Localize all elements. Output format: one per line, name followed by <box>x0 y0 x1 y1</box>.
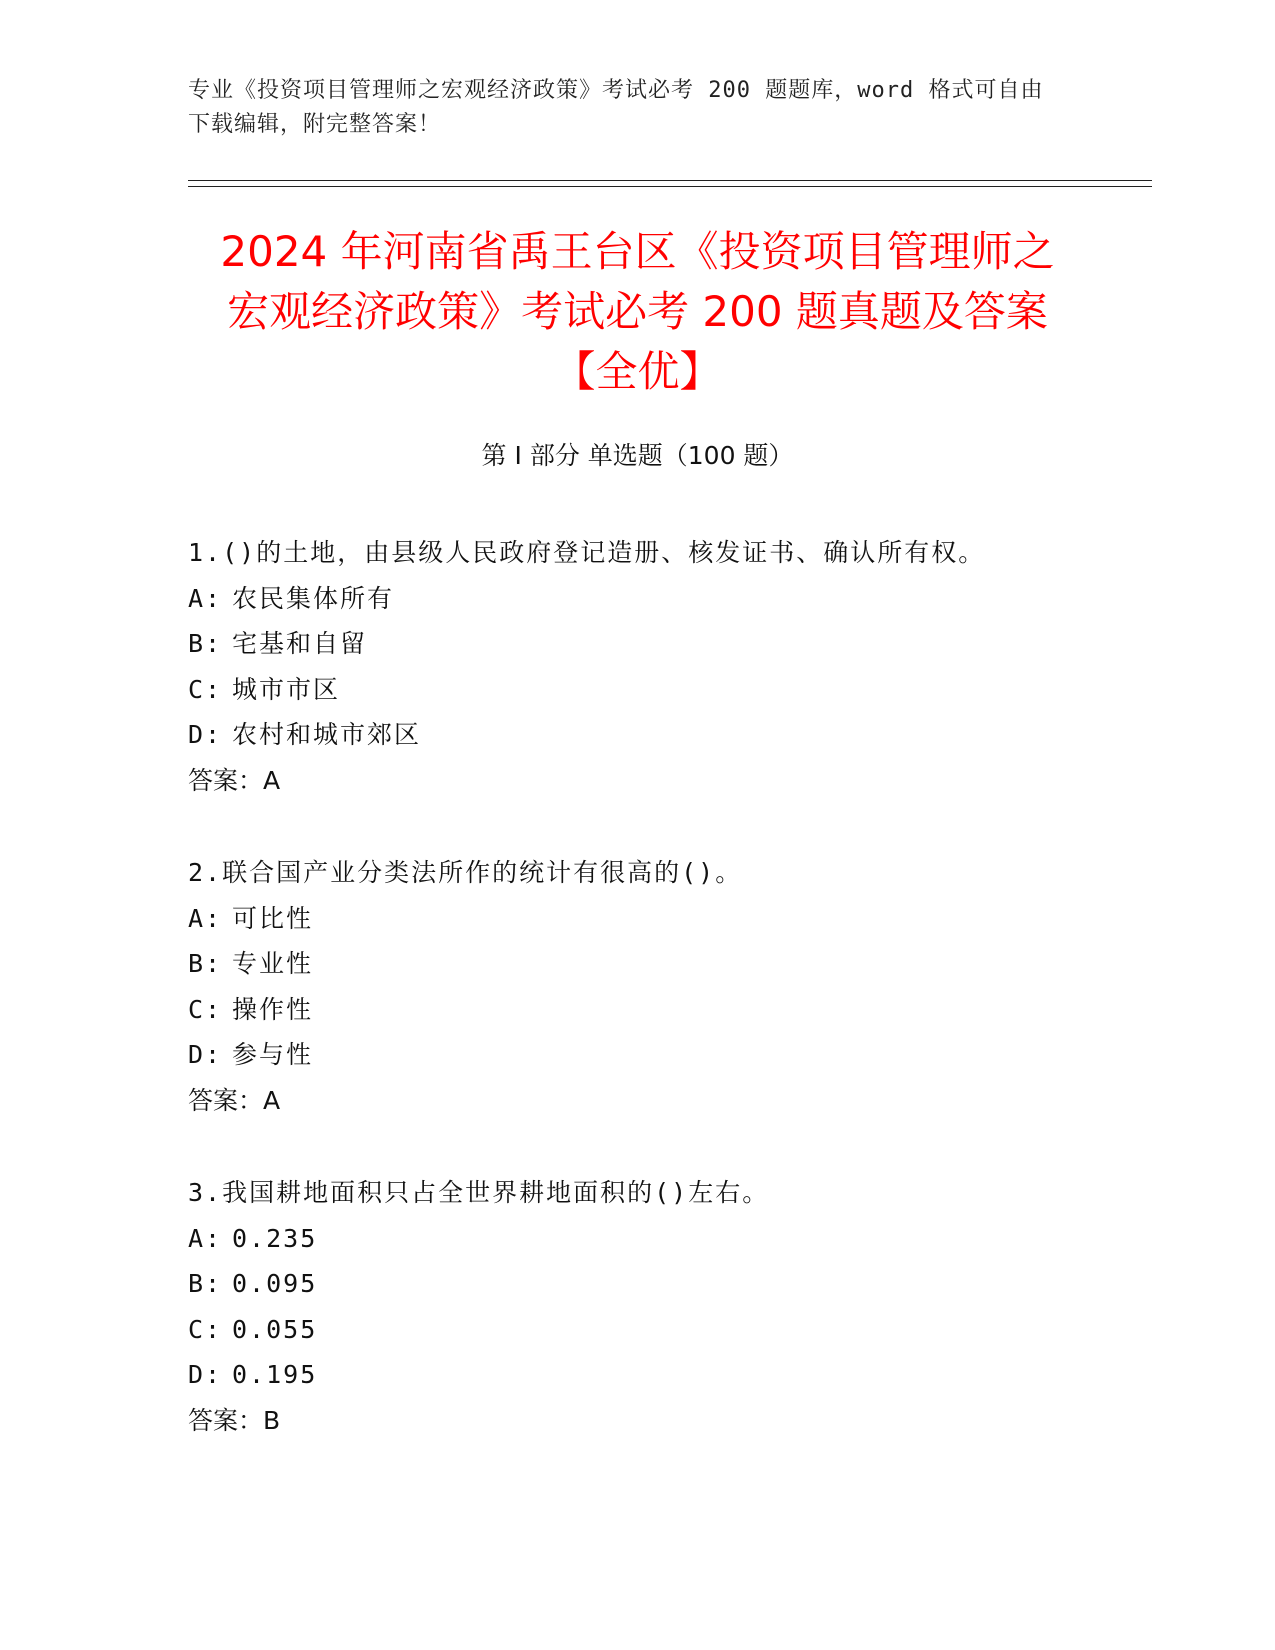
option-c <box>188 1307 1148 1353</box>
document-title-line-3: 【全优】 <box>553 347 722 396</box>
option-text: 0.235 <box>232 1223 318 1253</box>
question-stem: 3.我国耕地面积只占全世界耕地面积的()左右。 <box>188 1178 770 1207</box>
option-label: D: <box>188 1360 223 1389</box>
option-text: 专业性 <box>232 949 314 978</box>
option-label: C: <box>188 674 223 704</box>
document-title-line-2: 宏观经济政策》考试必考 200 题真题及答案 <box>227 287 1048 336</box>
header-note <box>188 74 1088 142</box>
section-heading: 第 I 部分 单选题（100 题） <box>481 441 794 470</box>
option-text: 农民集体所有 <box>232 583 395 613</box>
question-stem: 2.联合国产业分类法所作的统计有很高的()。 <box>188 858 743 887</box>
option-label: B: <box>188 949 223 978</box>
option-c <box>188 667 1148 713</box>
option-b <box>188 941 1148 987</box>
option-text: 农村和城市郊区 <box>232 720 422 749</box>
option-a <box>188 896 1148 942</box>
option-a <box>188 576 1148 622</box>
document-title <box>160 222 1115 402</box>
question-item <box>188 530 1148 803</box>
option-text: 城市市区 <box>232 674 341 704</box>
header-note-line-2: 下载编辑，附完整答案！ <box>188 112 442 137</box>
option-b <box>188 1261 1148 1307</box>
option-label: A: <box>188 583 223 613</box>
option-label: A: <box>188 903 223 933</box>
answer-line: 答案：A <box>188 765 281 795</box>
option-label: B: <box>188 1269 223 1298</box>
option-label: D: <box>188 1040 223 1069</box>
option-label: A: <box>188 1223 223 1253</box>
answer-line: 答案：A <box>188 1085 281 1115</box>
option-label: D: <box>188 720 223 749</box>
question-stem: 1.()的土地，由县级人民政府登记造册、核发证书、确认所有权。 <box>188 538 986 567</box>
option-label: C: <box>188 994 223 1024</box>
header-divider-bottom <box>188 186 1152 187</box>
question-item <box>188 850 1148 1123</box>
option-label: C: <box>188 1314 223 1344</box>
option-text: 参与性 <box>232 1040 314 1069</box>
header-note-line-1: 专业《投资项目管理师之宏观经济政策》考试必考 200 题题库，word 格式可自由 <box>188 78 1044 103</box>
option-d <box>188 712 1148 758</box>
option-text: 0.055 <box>232 1314 318 1344</box>
option-text: 操作性 <box>232 994 314 1024</box>
header-divider-top <box>188 180 1152 181</box>
answer-line: 答案：B <box>188 1405 281 1435</box>
document-title-line-1: 2024 年河南省禹王台区《投资项目管理师之 <box>220 227 1055 276</box>
question-item <box>188 1170 1148 1443</box>
option-a <box>188 1216 1148 1262</box>
option-d <box>188 1352 1148 1398</box>
option-text: 0.195 <box>232 1360 318 1389</box>
question-list <box>188 530 1148 1490</box>
option-b <box>188 621 1148 667</box>
option-text: 可比性 <box>232 903 314 933</box>
option-text: 0.095 <box>232 1269 318 1298</box>
option-c <box>188 987 1148 1033</box>
option-label: B: <box>188 629 223 658</box>
option-text: 宅基和自留 <box>232 629 368 658</box>
option-d <box>188 1032 1148 1078</box>
